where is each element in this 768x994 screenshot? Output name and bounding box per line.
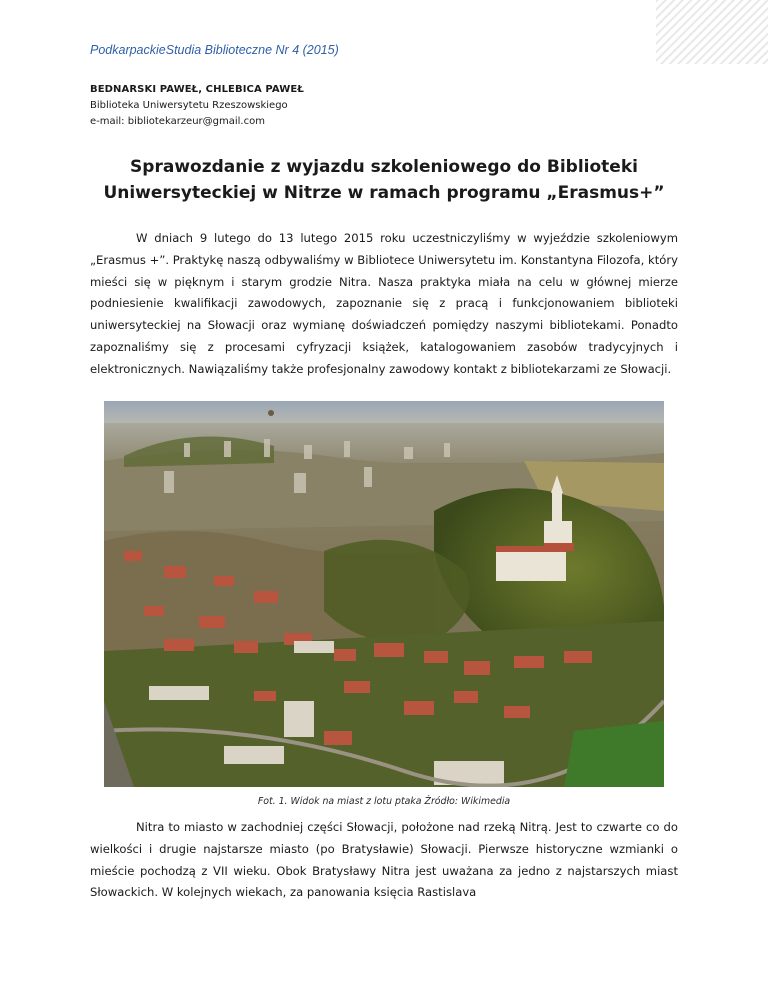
author-email: e-mail: bibliotekarzeur@gmail.com: [90, 116, 265, 127]
corner-decoration: [656, 0, 768, 64]
article-title: [90, 154, 678, 206]
paragraph-intro: W dniach 9 lutego do 13 lutego 2015 roku uczestniczyliśmy w wyjeździe szkoleniowym „Erasmus +”. Praktykę naszą odbywaliśmy w Bibliotece Uniwersytetu im. Konstantyna Filozofa, który mieści się w pięknym i starym grodzie Nitra. Nasza praktyka miała na celu w głównej mierze podniesienie kwalifikacji zawodowych, zapoznanie się z pracą i funkcjonowaniem biblioteki uniwersyteckiej na Słowacji oraz wymianę doświadczeń pomiędzy naszymi bibliotekami. Ponadto zapoznaliśmy się z procesami cyfryzacji książek, katalogowaniem zasobów tradycyjnych i elektronicznych. Nawiązaliśmy także profesjonalny zawodowy kontakt z bibliotekarzami ze Słowacji.: [90, 231, 678, 376]
article-title-line-1: Sprawozdanie z wyjazdu szkoleniowego do Biblioteki: [130, 157, 638, 177]
author-names: BEDNARSKI PAWEŁ, CHLEBICA PAWEŁ: [90, 84, 304, 95]
aerial-photo-nitra: [104, 401, 664, 787]
article-title-line-2: Uniwersyteckiej w Nitrze w ramach programu „Erasmus+”: [103, 183, 665, 203]
journal-header: PodkarpackieStudia Biblioteczne Nr 4 (2015): [90, 43, 339, 57]
author-affiliation: Biblioteka Uniwersytetu Rzeszowskiego: [90, 100, 288, 111]
paragraph-nitra: Nitra to miasto w zachodniej części Słowacji, położone nad rzeką Nitrą. Jest to czwarte co do wielkości i drugie najstarsze miasto (po Bratysławie) Słowacji. Pierwsze historyczne wzmianki o mieście pochodzą z VII wieku. Obok Bratysławy Nitra jest uważana za jedno z najstarszych miast Słowackich. W kolejnych wiekach, za panowania księcia Rastislava: [90, 820, 678, 900]
figure-caption: Fot. 1. Widok na miast z lotu ptaka Źródło: Wikimedia: [257, 796, 511, 807]
